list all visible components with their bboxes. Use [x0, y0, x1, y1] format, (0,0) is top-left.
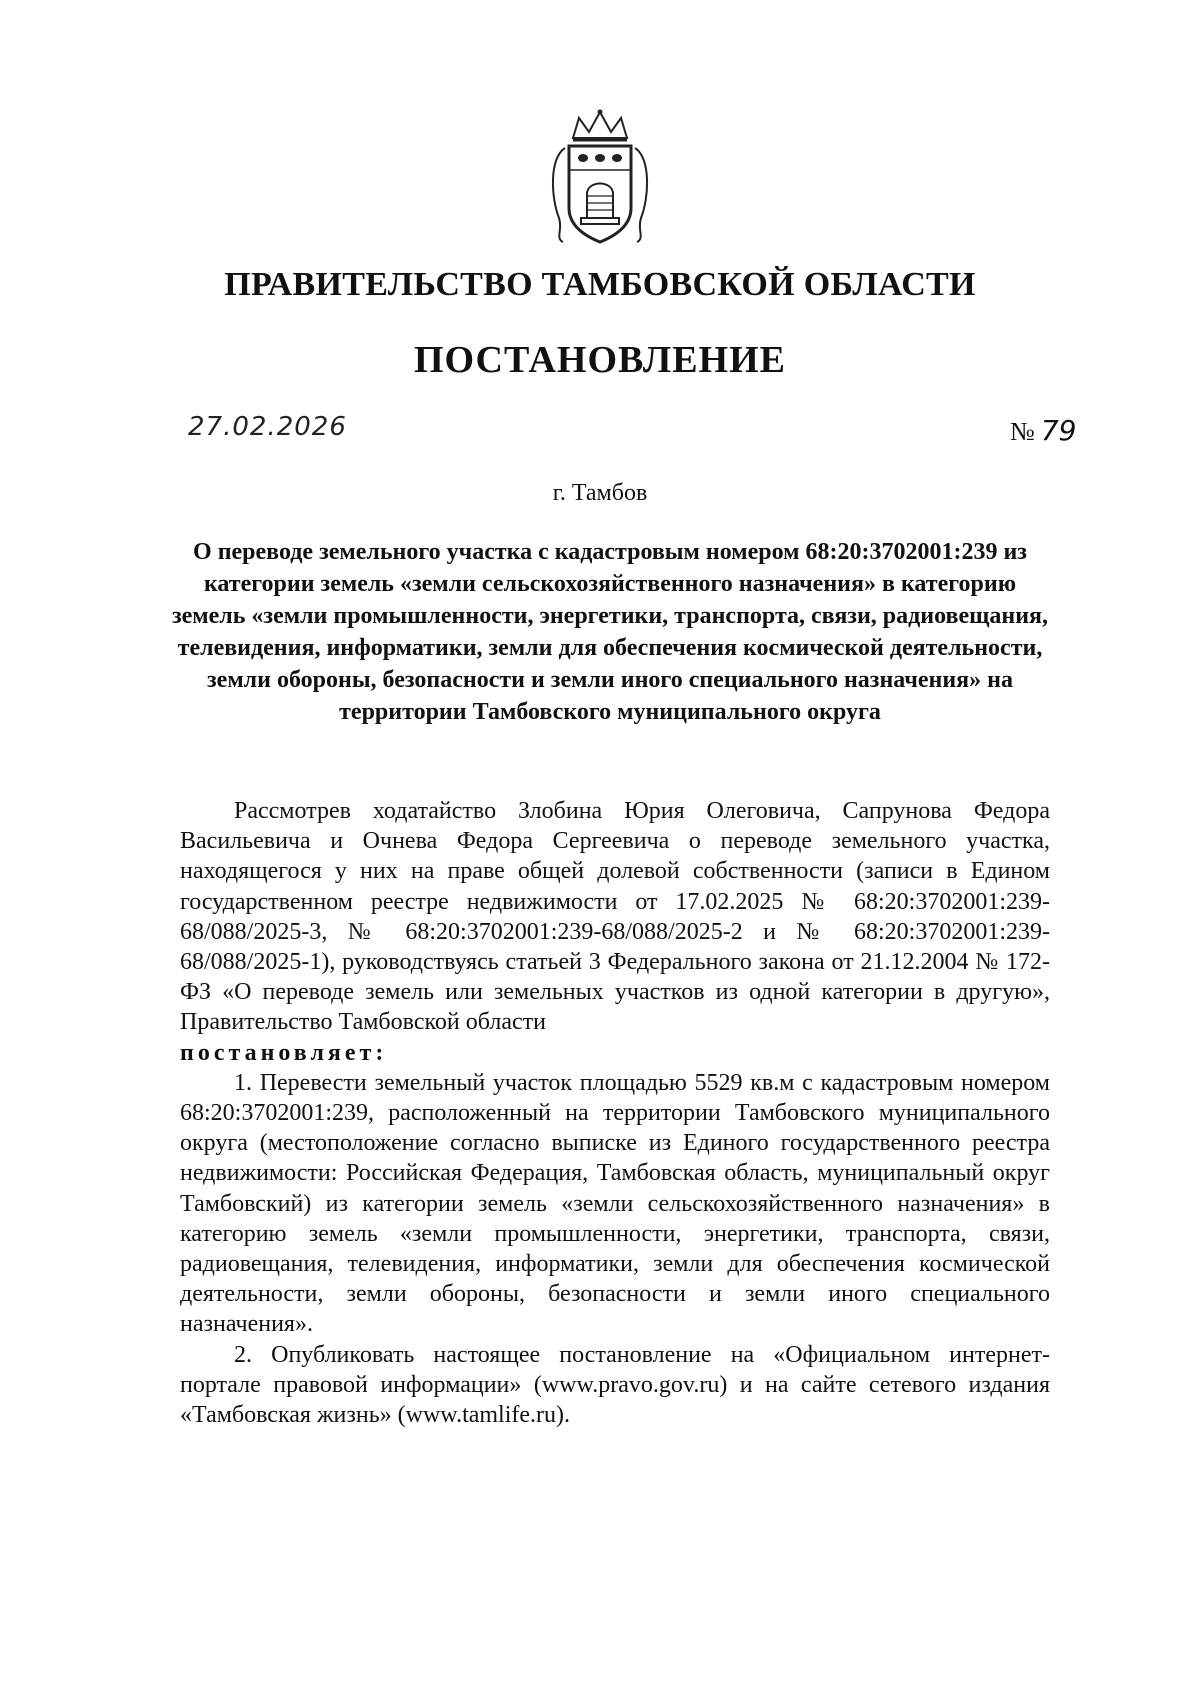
preamble-text: Рассмотрев ходатайство Злобина Юрия Олеговича, Сапрунова Федора Васильевича и Очнева Федора Сергеевича о переводе земельного участка, находящегося у них на праве общей долевой собственности (записи в Едином государственном реестре недвижимости от 17.02.2025 № 68:20:3702001:239-68/088/2025-3, № 68:20:3702001:239-68/088/2025-2 и № 68:20:3702001:239-68/088/2025-1), руководствуясь статьей 3 Федерального закона от 21.12.2004 № 172-ФЗ «О переводе земель или земельных участков из одной категории в другую», Правительство Тамбовской области	[180, 798, 1050, 1036]
item-2-paragraph: 2. Опубликовать настоящее постановление на «Официальном интернет-портале правовой информации» (www.pravo.gov.ru) и на сайте сетевого издания «Тамбовская жизнь» (www.tamlife.ru).	[180, 1341, 1050, 1429]
preamble-paragraph	[180, 796, 1050, 1038]
document-date: 27.02.2026	[188, 412, 347, 442]
number-sign: №	[1010, 417, 1035, 446]
document-number	[1010, 414, 1076, 447]
organization-heading: ПРАВИТЕЛЬСТВО ТАМБОВСКОЙ ОБЛАСТИ	[224, 266, 976, 303]
document-body	[180, 796, 1050, 1430]
coat-of-arms-icon	[545, 108, 655, 248]
document-title: О переводе земельного участка с кадастровым номером 68:20:3702001:239 из категории земель «земли сельскохозяйственного назначения» в категорию земель «земли промышленности, энергетики, транспорта, связи, радиовещания, телевидения, информатики, земли для обеспечения космической деятельности, земли обороны, безопасности и земли иного специального назначения» на территории Тамбовского муниципального округа	[171, 539, 1049, 725]
city-line: г. Тамбов	[552, 480, 648, 506]
decree-word: постановляет:	[180, 1039, 388, 1066]
decree-word-line	[180, 1038, 1050, 1068]
number-value: 79	[1040, 414, 1077, 447]
document-type-heading: ПОСТАНОВЛЕНИЕ	[413, 339, 787, 381]
item-1-paragraph: 1. Перевести земельный участок площадью 5529 кв.м с кадастровым номером 68:20:3702001:239, расположенный на территории Тамбовского муниципального округа (местоположение согласно выписке из Единого государственного реестра недвижимости: Российская Федерация, Тамбовская область, муниципальный округ Тамбовский) из категории земель «земли сельскохозяйственного назначения» в категорию земель «земли промышленности, энергетики, транспорта, связи, радиовещания, телевидения, информатики, земли для обеспечения космической деятельности, земли обороны, безопасности и земли иного специального назначения».	[180, 1069, 1050, 1338]
